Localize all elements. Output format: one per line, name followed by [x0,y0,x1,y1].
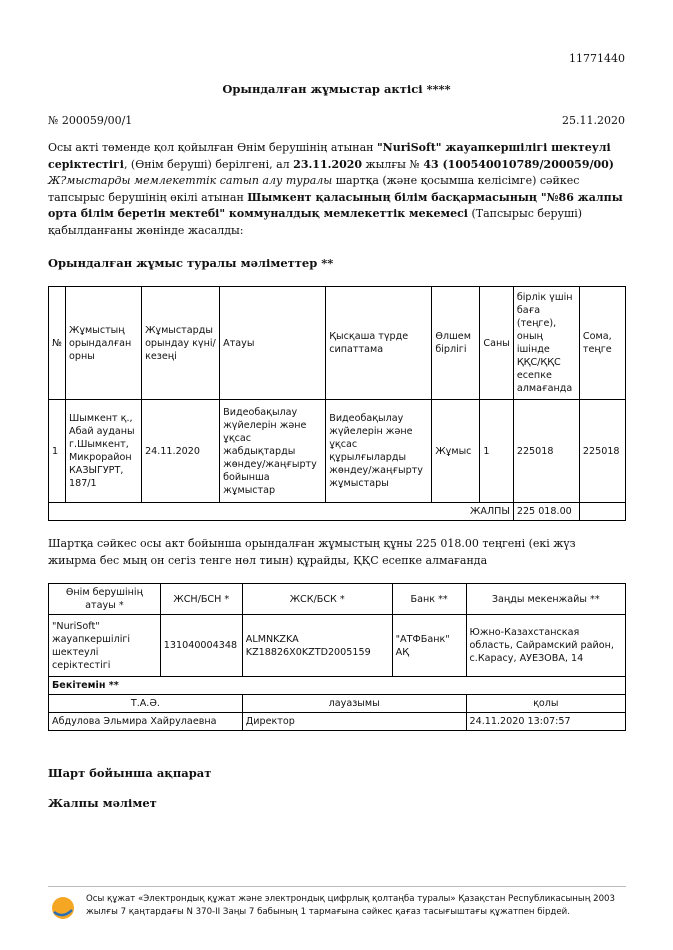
total-empty-cell [579,503,625,521]
intro-text: , (Өнім беруші) берілгені, ал [123,157,294,171]
signer-fio-cell: Абдулова Эльмира Хайрулаевна [49,713,243,731]
col-header-price: бірлік үшін баға (теңге), оның ішінде ҚҚС/ҚҚС есепке алмағанда [513,287,579,400]
supplier-bin-cell: 131040004348 [160,615,242,677]
signer-position-cell: Директор [242,713,466,731]
contract-info-title: Шарт бойынша ақпарат [48,766,212,780]
col-header-qty: Саны [480,287,513,400]
intro-text: жылғы № [362,157,424,171]
works-header-row [49,287,626,400]
act-number: № 200059/00/1 [48,114,133,127]
summary-paragraph: Шартқа сәйкес осы акт бойынша орындалған жұмыстың құны 225 018.00 теңгені (екі жүз жиырма бес мың он сегіз тенге нөл тиын) құрайды, ҚҚС есепке алмағанда [48,537,576,567]
cell-unit: Жұмыс [432,400,480,503]
parties-table [48,583,626,731]
intro-paragraph [48,140,626,239]
col-header-no: № [49,287,66,400]
intro-text: шартқа (және қосымша келісімге) сәйкес тапсырыс берушінің өкілі атынан [48,174,580,204]
contract-number: 43 (100540010789/200059/00) [423,157,615,171]
act-date: 25.11.2020 [562,114,625,127]
total-label: ЖАЛПЫ [49,503,514,521]
col-header-supplier-name: Өнім берушінің атауы * [49,584,161,615]
total-value: 225 018.00 [513,503,579,521]
document-title: Орындалған жұмыстар актісі **** [222,82,451,96]
col-header-sign: қолы [466,695,625,713]
parties-header-row [49,584,626,615]
footer-legal-note: Осы құжат «Электрондық құжат және электрондық цифрлық қолтаңба туралы» Қазақстан Республикасының 2003 жылғы 7 қаңтардағы N 370-II Заңы 7 бабының 1 тармағына сәйкес қағаз тасығыштағы құжатпен бірдей. [86,894,615,917]
works-table [48,286,626,521]
col-header-fio: Т.А.Ә. [49,695,243,713]
table-row [49,400,626,503]
cell-name: Видеобақылау жүйелерін және ұқсас жабдықтарды жөндеу/жаңғырту бойынша жұмыстар [220,400,326,503]
col-header-iik: ЖСК/БСК * [242,584,392,615]
general-info-title: Жалпы мәлімет [48,796,157,810]
col-header-sum: Сома, теңге [579,287,625,400]
total-row [49,503,626,521]
col-header-bin: ЖСН/БСН * [160,584,242,615]
approve-row [49,677,626,695]
intro-text: Осы акті төменде қол қойылған Өнім берушінің атынан [48,141,377,154]
supplier-row [49,615,626,677]
signer-row [49,713,626,731]
contract-date: 23.11.2020 [293,157,363,171]
customer-name: Шымкент қаласының білім басқармасының "№86 жалпы орта білім беретін мектебі" коммуналдық мемлекеттік мекемесі [48,190,623,220]
cell-price: 225018 [513,400,579,503]
col-header-period: Жұмыстарды орындау күні/кезеңі [142,287,220,400]
supplier-name-cell: "NuriSoft" жауапкершілігі шектеулі серіктестігі [49,615,161,677]
cell-qty: 1 [480,400,513,503]
cell-no: 1 [49,400,66,503]
col-header-name: Атауы [220,287,326,400]
egov-logo-icon [50,895,76,921]
cell-place: Шымкент қ., Абай ауданы г.Шымкент, Микрорайон КАЗЫГУРТ, 187/1 [66,400,142,503]
cell-period: 24.11.2020 [142,400,220,503]
supplier-iik-cell: ALMNKZKA KZ18826X0KZTD2005159 [242,615,392,677]
works-section-title: Орындалған жұмыс туралы мәліметтер ** [48,256,334,270]
document-number: 11771440 [569,52,625,65]
approve-label: Бекітемін ** [49,677,626,695]
col-header-place: Жұмыстың орындалған орны [66,287,142,400]
col-header-unit: Өлшем бірлігі [432,287,480,400]
footer-divider [48,886,626,887]
supplier-name: "NuriSoft" жауапкершілігі шектеулі серіктестігі [48,141,611,171]
supplier-address-cell: Южно-Казахстанская область, Сайрамский район, с.Карасу, АУЕЗОВА, 14 [466,615,625,677]
law-name: Ж?мыстарды мемлекеттік сатып алу туралы [48,174,333,187]
col-header-address: Заңды мекенжайы ** [466,584,625,615]
col-header-position: лауазымы [242,695,466,713]
intro-text: (Тапсырыс беруші) қабылданғаны жөнінде жасалды: [48,207,583,237]
cell-sum: 225018 [579,400,625,503]
supplier-bank-cell: "АТФБанк" АҚ [392,615,466,677]
signer-sign-cell: 24.11.2020 13:07:57 [466,713,625,731]
sign-header-row [49,695,626,713]
col-header-desc: Қысқаша түрде сипаттама [326,287,432,400]
cell-desc: Видеобақылау жүйелерін және ұқсас құрылғыларды жөндеу/жаңғырту жұмыстары [326,400,432,503]
col-header-bank: Банк ** [392,584,466,615]
